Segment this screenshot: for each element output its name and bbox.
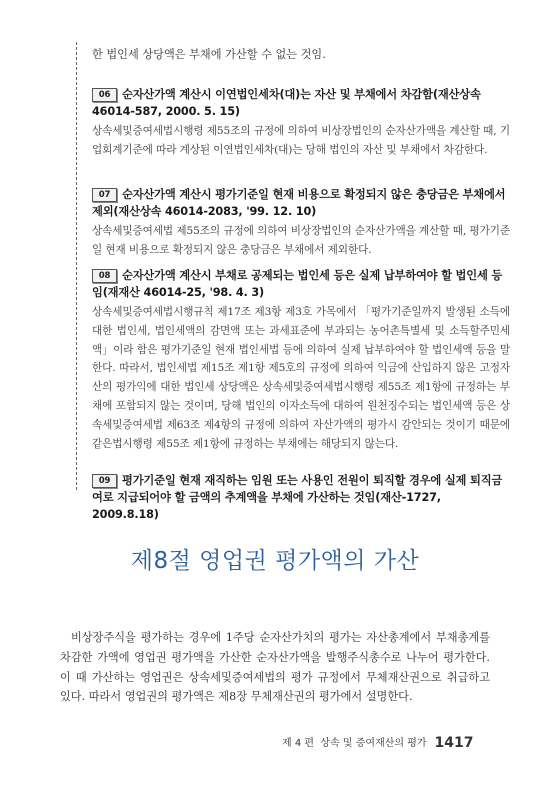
footer-title: 상속 및 증여재산의 평가	[320, 738, 427, 749]
ruling-body: 상속세및증여세법시행규칙 제17조 제3항 제3호 가목에서 「평가기준일까지 발생된 소득에 대한 법인세, 법인세액의 감면액 또는 과세표준에 부과되는 농어촌특별세 및 소득할주민세액」이라 함은 평가기준일 현재 법인세법 등에 의하여 실제 납부하여야 할 법인세액 등을 말한다. 따라서, 법인세법 제15조 제1항 제5호의 규정에 의하여 익금에 산입하지 않은 고정자산의 평가익에 대한 법인세 상당액은 상속세및증여세법시행령 제55조 제1항에 규정하는 부채에 포함되지 않는 것이며, 당해 법인의 이자소득에 대하여 원천징수되는 법인세액 등은 상속세및증여세법 제63조 제4항의 규정에 의하여 자산가액의 평가시 감안되는 것이기 때문에 같은법시행령 제55조 제1항에 규정하는 부채에는 해당되지 않는다.	[92, 306, 510, 450]
ruling-heading-text: 순자산가액 계산시 부채로 공제되는 법인세 등은 실제 납부하여야 할 법인세 등임(재재산 46014-25, '98. 4. 3)	[92, 269, 503, 299]
ruling-heading	[92, 267, 510, 301]
ruling-item-09	[92, 472, 510, 523]
item-number-badge: 09	[92, 474, 117, 488]
dashed-left-border	[76, 42, 77, 490]
ruling-heading	[92, 472, 510, 523]
ruling-heading	[92, 86, 510, 120]
page-footer	[282, 734, 474, 751]
footer-part: 제 4 편	[282, 738, 315, 749]
ruling-item-07	[92, 186, 510, 260]
ruling-body: 상속세및증여세법시행령 제55조의 규정에 의하여 비상장법인의 순자산가액을 계산할 때, 기업회계기준에 따라 계상된 이연법인세차(대)는 당해 법인의 자산 및 부채에서 차감한다.	[92, 125, 510, 156]
ruling-body: 상속세및증여세법 제55조의 규정에 의하여 비상장법인의 순자산가액을 계산할 때, 평가기준일 현재 비용으로 확정되지 않은 충당금은 부채에서 제외한다.	[92, 225, 510, 256]
section-title: 제8절 영업권 평가액의 가산	[130, 548, 420, 574]
ruling-heading-text: 평가기준일 현재 재직하는 임원 또는 사용인 전원이 퇴직할 경우에 실제 퇴직금여로 지급되어야 할 금액의 추계액을 부채에 가산하는 것임(재산-1727, 2009.8.18)	[92, 474, 503, 521]
intro-text: 한 법인세 상당액은 부채에 가산할 수 없는 것임.	[92, 48, 326, 61]
item-number-badge: 06	[92, 88, 117, 102]
section-paragraph: 비상장주식을 평가하는 경우에 1주당 순자산가치의 평가는 자산총계에서 부채총계를 차감한 가액에 영업권 평가액을 가산한 순자산가액을 발행주식총수로 나누어 평가한다. 이 때 가산하는 영업권은 상속세및증여세법의 평가 규정에서 무체재산권으로 취급하고 있다. 따라서 영업권의 평가액은 제8장 무체재산권의 평가에서 설명한다.	[60, 631, 490, 704]
ruling-heading-text: 순자산가액 계산시 평가기준일 현재 비용으로 확정되지 않은 충당금은 부채에서 제외(재산상속 46014-2083, '99. 12. 10)	[92, 188, 506, 218]
ruling-item-06	[92, 86, 510, 160]
page-number: 1417	[434, 735, 474, 751]
ruling-heading	[92, 186, 510, 220]
item-number-badge: 08	[92, 269, 117, 283]
ruling-heading-text: 순자산가액 계산시 이연법인세차(대)는 자산 및 부채에서 차감함(재산상속 46014-587, 2000. 5. 15)	[92, 88, 481, 118]
item-number-badge: 07	[92, 188, 117, 202]
ruling-item-08	[92, 267, 510, 453]
